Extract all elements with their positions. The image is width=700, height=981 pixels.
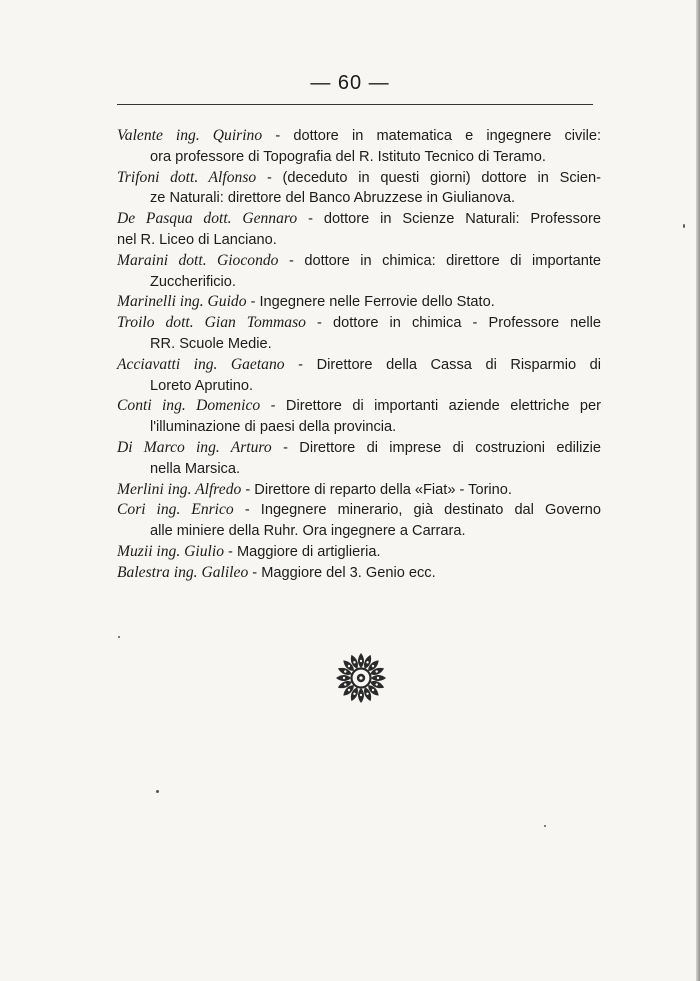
entry-text: - dottore in Scienze Naturali: Professore xyxy=(297,211,601,228)
entry-text: - dottore in chimica - Professore nelle xyxy=(305,315,602,332)
entry-text: ze Naturali: direttore del Banco Abruzzese in Giulianova. xyxy=(150,190,516,207)
entry-list xyxy=(117,126,601,584)
ornament-petal-dot xyxy=(343,677,345,679)
entry-name: De Pasqua dott. Gennaro xyxy=(117,210,298,228)
entry-text: ora professore di Topografia del R. Istituto Tecnico di Teramo. xyxy=(150,148,546,165)
paper-speck xyxy=(683,224,685,228)
list-item xyxy=(117,313,601,355)
list-item xyxy=(117,126,601,168)
entry-text: Loreto Aprutino. xyxy=(150,377,254,394)
entry-text: nella Marsica. xyxy=(150,460,241,477)
list-item xyxy=(117,209,601,251)
floral-rosette-icon xyxy=(335,652,387,704)
entry-text: alle miniere della Ruhr. Ora ingegnere a Carrara. xyxy=(150,523,466,540)
entry-name: Muzii ing. Giulio xyxy=(117,542,224,560)
entry-text: - Direttore di reparto della «Fiat» - Torino. xyxy=(241,481,512,498)
entry-text: - dottore in matematica e ingegnere civile: xyxy=(262,128,601,144)
entry-text: - Maggiore di artiglieria. xyxy=(224,543,381,560)
entry-name: Merlini ing. Alfredo xyxy=(117,480,242,498)
entry-name: Conti ing. Domenico xyxy=(117,397,261,415)
entry-name: Cori ing. Enrico xyxy=(117,501,234,519)
entry-text: nel R. Liceo di Lanciano. xyxy=(117,231,277,248)
entry-text: - Maggiore del 3. Genio ecc. xyxy=(248,564,436,581)
list-item xyxy=(117,396,601,438)
list-item xyxy=(117,438,601,480)
list-item xyxy=(117,563,601,584)
entry-name: Maraini dott. Giocondo xyxy=(117,251,279,269)
entry-text: l'illuminazione di paesi della provincia. xyxy=(150,419,397,436)
entry-text: - Ingegnere minerario, già destinato dal Governo xyxy=(233,502,601,519)
ornament-petal-dot xyxy=(377,677,379,679)
entry-text: - (deceduto in questi giorni) dottore in Scien- xyxy=(256,169,601,186)
page-edge xyxy=(696,0,700,981)
entry-name: Balestra ing. Galileo xyxy=(117,563,249,581)
entry-text: - Direttore di importanti aziende elettriche per xyxy=(260,398,601,415)
list-item xyxy=(117,251,601,293)
entry-name: Di Marco ing. Arturo xyxy=(117,438,272,456)
entry-name: Acciavatti ing. Gaetano xyxy=(117,355,285,373)
entry-text: - Ingegnere nelle Ferrovie dello Stato. xyxy=(246,294,495,311)
ornament-petal-dot xyxy=(360,660,362,662)
entry-text: Zuccherificio. xyxy=(150,273,236,290)
paper-speck xyxy=(118,636,120,638)
ornament-petal-dot xyxy=(360,694,362,696)
page-number: — 60 — xyxy=(310,72,390,94)
entry-text: - Direttore della Cassa di Risparmio di xyxy=(284,356,601,373)
entry-name: Marinelli ing. Guido xyxy=(117,293,247,311)
entry-name: Troilo dott. Gian Tommaso xyxy=(117,314,306,332)
header-rule xyxy=(117,104,593,105)
entry-text: - Direttore di imprese di costruzioni edilizie xyxy=(271,439,601,456)
list-item xyxy=(117,542,601,563)
entry-text: RR. Scuole Medie. xyxy=(150,335,272,352)
paper-speck xyxy=(156,790,159,793)
list-item xyxy=(117,292,601,313)
entry-name: Trifoni dott. Alfonso xyxy=(117,168,257,186)
entry-text: - dottore in chimica: direttore di importante xyxy=(278,252,601,269)
list-item xyxy=(117,355,601,397)
list-item xyxy=(117,500,601,542)
paper-speck xyxy=(544,825,546,827)
entry-name: Valente ing. Quirino xyxy=(117,127,263,144)
list-item xyxy=(117,168,601,210)
list-item xyxy=(117,480,601,501)
